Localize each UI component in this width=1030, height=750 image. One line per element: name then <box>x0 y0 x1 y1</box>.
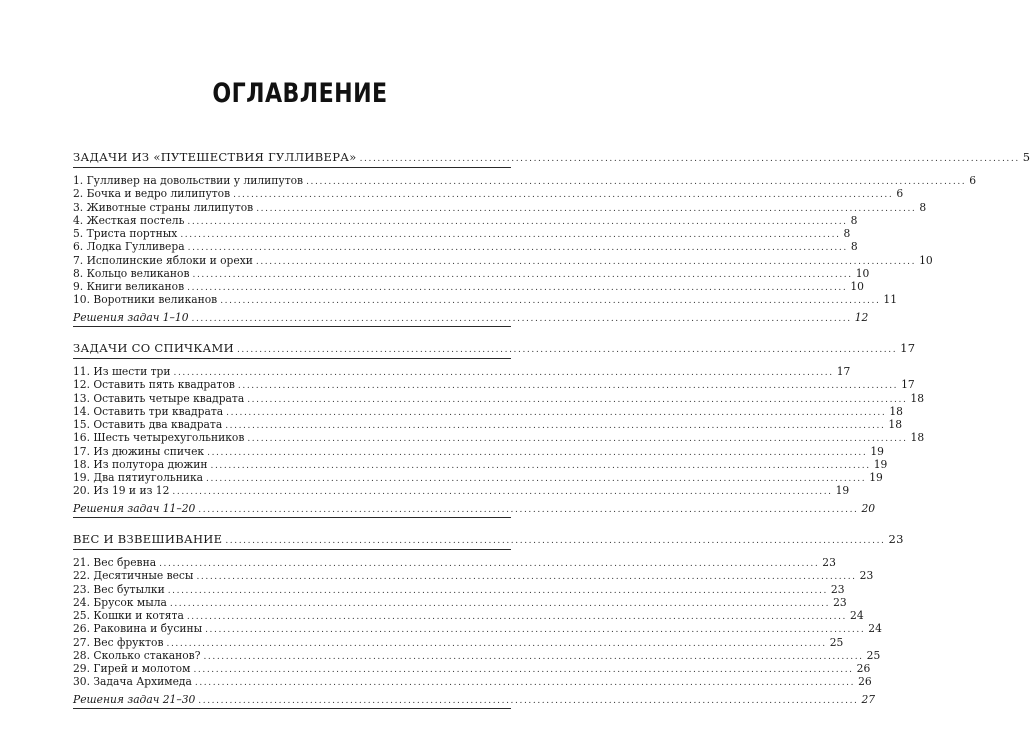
toc-entry[interactable] <box>73 582 845 596</box>
entry-title: 5. Триста портных <box>73 227 178 240</box>
page-number: 10 <box>919 253 933 267</box>
entry-title: 12. Оставить пять квадратов <box>73 378 235 392</box>
dot-leader: .................................................................................................................................................... <box>205 625 866 636</box>
entry-title: 30. Задача Архимеда <box>73 675 192 689</box>
entry-title: 25. Кошки и котята <box>73 609 184 622</box>
entry-title: 6. Лодка Гулливера <box>73 240 185 254</box>
dot-leader: .................................................................................................................................................... <box>247 434 908 445</box>
page-number: 11 <box>883 293 898 307</box>
entry-title: 4. Жесткая постель <box>73 213 185 227</box>
dot-leader: .................................................................................................................................................... <box>187 216 848 227</box>
toc-section-weighing <box>73 531 904 709</box>
toc-entry[interactable] <box>73 622 882 636</box>
page-number: 26 <box>858 675 872 689</box>
dot-leader: .................................................................................................................................................... <box>256 203 917 214</box>
toc-entry[interactable] <box>73 266 870 280</box>
entry-title: 3. Животные страны лилипутов <box>73 200 254 214</box>
dot-leader: .................................................................................................................................................... <box>193 665 854 675</box>
toc-entry[interactable] <box>73 240 858 254</box>
toc-entry[interactable] <box>73 404 903 418</box>
page-number: 24 <box>868 622 882 636</box>
page-number: 19 <box>835 484 850 498</box>
toc-entry[interactable] <box>73 378 915 392</box>
entry-title: 13. Оставить четыре квадрата <box>73 391 245 405</box>
toc-entry[interactable] <box>73 471 883 484</box>
entry-title: Решения задач 1–10 <box>73 310 189 324</box>
dot-leader: .................................................................................................................................................... <box>172 487 833 498</box>
dot-leader: .................................................................................................................................................... <box>187 243 848 254</box>
dot-leader: .................................................................................................................................................... <box>206 474 867 484</box>
page-number: 18 <box>888 418 903 431</box>
dot-leader: .................................................................................................................................................... <box>210 460 871 471</box>
section-divider <box>73 326 511 327</box>
entry-title: Решения задач 11–20 <box>73 501 196 515</box>
entry-title: 29. Гирей и молотом <box>73 662 191 675</box>
page-number: 17 <box>901 378 915 392</box>
page-number: 19 <box>870 444 884 458</box>
toc-entry[interactable] <box>73 556 836 569</box>
toc-entry[interactable] <box>73 200 927 214</box>
page-number: 18 <box>910 391 925 405</box>
toc-entry[interactable] <box>73 227 851 240</box>
page-number: 23 <box>888 532 904 546</box>
entry-title: 21. Вес бревна <box>73 556 157 569</box>
entry-title: 9. Книги великанов <box>73 280 185 293</box>
page-number: 5 <box>1022 150 1030 164</box>
dot-leader: .................................................................................................................................................... <box>196 572 857 583</box>
entry-title: 10. Воротники великанов <box>73 293 218 307</box>
toc-entry[interactable] <box>73 648 881 662</box>
page-number: 17 <box>900 341 916 355</box>
dot-leader: .................................................................................................................................................... <box>207 447 868 458</box>
toc-entry[interactable] <box>73 635 844 649</box>
entry-title: 24. Брусок мыла <box>73 595 167 609</box>
page-number: 17 <box>836 365 851 378</box>
page-number: 10 <box>855 266 870 280</box>
section-heading[interactable] <box>73 531 904 547</box>
page-number: 10 <box>850 280 864 293</box>
page-number: 6 <box>969 174 977 187</box>
page-number: 6 <box>896 187 904 201</box>
page-number: 8 <box>919 200 927 214</box>
solutions-entry[interactable] <box>73 310 869 324</box>
toc-entry[interactable] <box>73 484 850 498</box>
entry-title: 27. Вес фруктов <box>73 635 164 649</box>
page-number: 27 <box>861 692 876 706</box>
dot-leader: .................................................................................................................................................... <box>173 368 834 378</box>
dot-leader: .................................................................................................................................................... <box>194 678 856 689</box>
entry-title: 1. Гулливер на довольствии у лилипутов <box>73 174 304 187</box>
dot-leader: .................................................................................................................................................... <box>247 394 908 405</box>
entry-title: 26. Раковина и бусины <box>73 622 203 636</box>
toc-entry[interactable] <box>73 609 864 622</box>
dot-leader: .................................................................................................................................................... <box>225 536 886 546</box>
dot-leader: .................................................................................................................................................... <box>255 256 917 267</box>
entry-title: ЗАДАЧИ ИЗ «ПУТЕШЕСТВИЯ ГУЛЛИВЕРА» <box>73 150 357 164</box>
entry-title: 8. Кольцо великанов <box>73 266 190 280</box>
toc-section-matches <box>73 340 925 518</box>
toc-entry[interactable] <box>73 187 904 201</box>
page-number: 8 <box>850 240 858 254</box>
entry-title: 14. Оставить три квадрата <box>73 404 224 418</box>
dot-leader: .................................................................................................................................................... <box>225 421 886 431</box>
entry-title: Решения задач 21–30 <box>73 692 196 706</box>
toc-entry[interactable] <box>73 675 872 689</box>
dot-leader: .................................................................................................................................................... <box>233 190 894 201</box>
entry-title: 22. Десятичные весы <box>73 569 194 583</box>
entry-title: 15. Оставить два квадрата <box>73 418 223 431</box>
toc-entry[interactable] <box>73 213 858 227</box>
dot-leader: .................................................................................................................................................... <box>306 177 967 187</box>
toc-entry[interactable] <box>73 293 898 307</box>
page-number: 23 <box>822 556 836 569</box>
section-divider <box>73 708 511 709</box>
entry-title: 23. Вес бутылки <box>73 582 165 596</box>
section-heading[interactable] <box>73 149 1030 165</box>
dot-leader: .................................................................................................................................................... <box>203 651 864 662</box>
toc-entry[interactable] <box>73 253 933 267</box>
toc-entry[interactable] <box>73 365 851 378</box>
entry-title: 19. Два пятиугольника <box>73 471 203 484</box>
dot-leader: .................................................................................................................................................... <box>169 598 831 609</box>
toc-entry[interactable] <box>73 569 874 583</box>
toc-entry[interactable] <box>73 457 888 471</box>
page-title: ОГЛАВЛЕНИЕ <box>212 78 388 109</box>
toc-entry[interactable] <box>73 391 925 405</box>
dot-leader: .................................................................................................................................................... <box>180 230 841 240</box>
entry-title: ВЕС И ВЗВЕШИВАНИЕ <box>73 532 223 546</box>
page-number: 18 <box>910 431 925 445</box>
dot-leader: .................................................................................................................................................... <box>220 296 881 307</box>
dot-leader: .................................................................................................................................................... <box>186 612 848 622</box>
page-number: 25 <box>866 648 881 662</box>
page-number: 23 <box>859 569 874 583</box>
entry-title: 7. Исполинские яблоки и орехи <box>73 253 253 267</box>
section-divider <box>73 517 511 518</box>
dot-leader: .................................................................................................................................................... <box>236 345 898 355</box>
toc-entry[interactable] <box>73 280 864 293</box>
toc-entry[interactable] <box>73 431 925 445</box>
solutions-entry[interactable] <box>73 692 876 706</box>
toc-section-gulliver <box>73 149 1030 327</box>
page-number: 26 <box>856 662 871 675</box>
page-number: 19 <box>873 457 888 471</box>
dot-leader: .................................................................................................................................................... <box>198 695 859 706</box>
dot-leader: .................................................................................................................................................... <box>191 313 852 324</box>
dot-leader: .................................................................................................................................................... <box>192 269 853 280</box>
toc-entry[interactable] <box>73 418 903 431</box>
page-number: 25 <box>829 635 844 649</box>
entry-title: 16. Шесть четырехугольников <box>73 431 245 445</box>
entry-title: 20. Из 19 и из 12 <box>73 484 170 498</box>
page-number: 8 <box>843 227 851 240</box>
page-number: 23 <box>830 582 845 596</box>
toc-entry[interactable] <box>73 444 884 458</box>
toc-entry[interactable] <box>73 174 977 187</box>
toc-entry[interactable] <box>73 595 847 609</box>
entry-title: 11. Из шести три <box>73 365 171 378</box>
entry-title: ЗАДАЧИ СО СПИЧКАМИ <box>73 341 234 355</box>
solutions-entry[interactable] <box>73 501 876 515</box>
page-number: 20 <box>861 501 876 515</box>
page-number: 24 <box>850 609 864 622</box>
page-number: 19 <box>869 471 883 484</box>
dot-leader: .................................................................................................................................................... <box>166 638 827 649</box>
page-number: 8 <box>850 213 858 227</box>
page-number: 18 <box>889 404 903 418</box>
page-number: 23 <box>833 595 847 609</box>
dot-leader: .................................................................................................................................................... <box>237 381 899 392</box>
dot-leader: .................................................................................................................................................... <box>359 154 1020 164</box>
dot-leader: .................................................................................................................................................... <box>167 585 828 596</box>
entry-title: 2. Бочка и ведро лилипутов <box>73 187 231 201</box>
dot-leader: .................................................................................................................................................... <box>226 407 887 418</box>
entry-title: 28. Сколько стаканов? <box>73 648 201 662</box>
section-heading[interactable] <box>73 340 916 356</box>
dot-leader: .................................................................................................................................................... <box>159 559 820 569</box>
entry-title: 17. Из дюжины спичек <box>73 444 205 458</box>
toc-entry[interactable] <box>73 662 871 675</box>
dot-leader: .................................................................................................................................................... <box>187 283 848 293</box>
page-number: 12 <box>854 310 869 324</box>
dot-leader: .................................................................................................................................................... <box>198 504 859 515</box>
entry-title: 18. Из полутора дюжин <box>73 457 208 471</box>
